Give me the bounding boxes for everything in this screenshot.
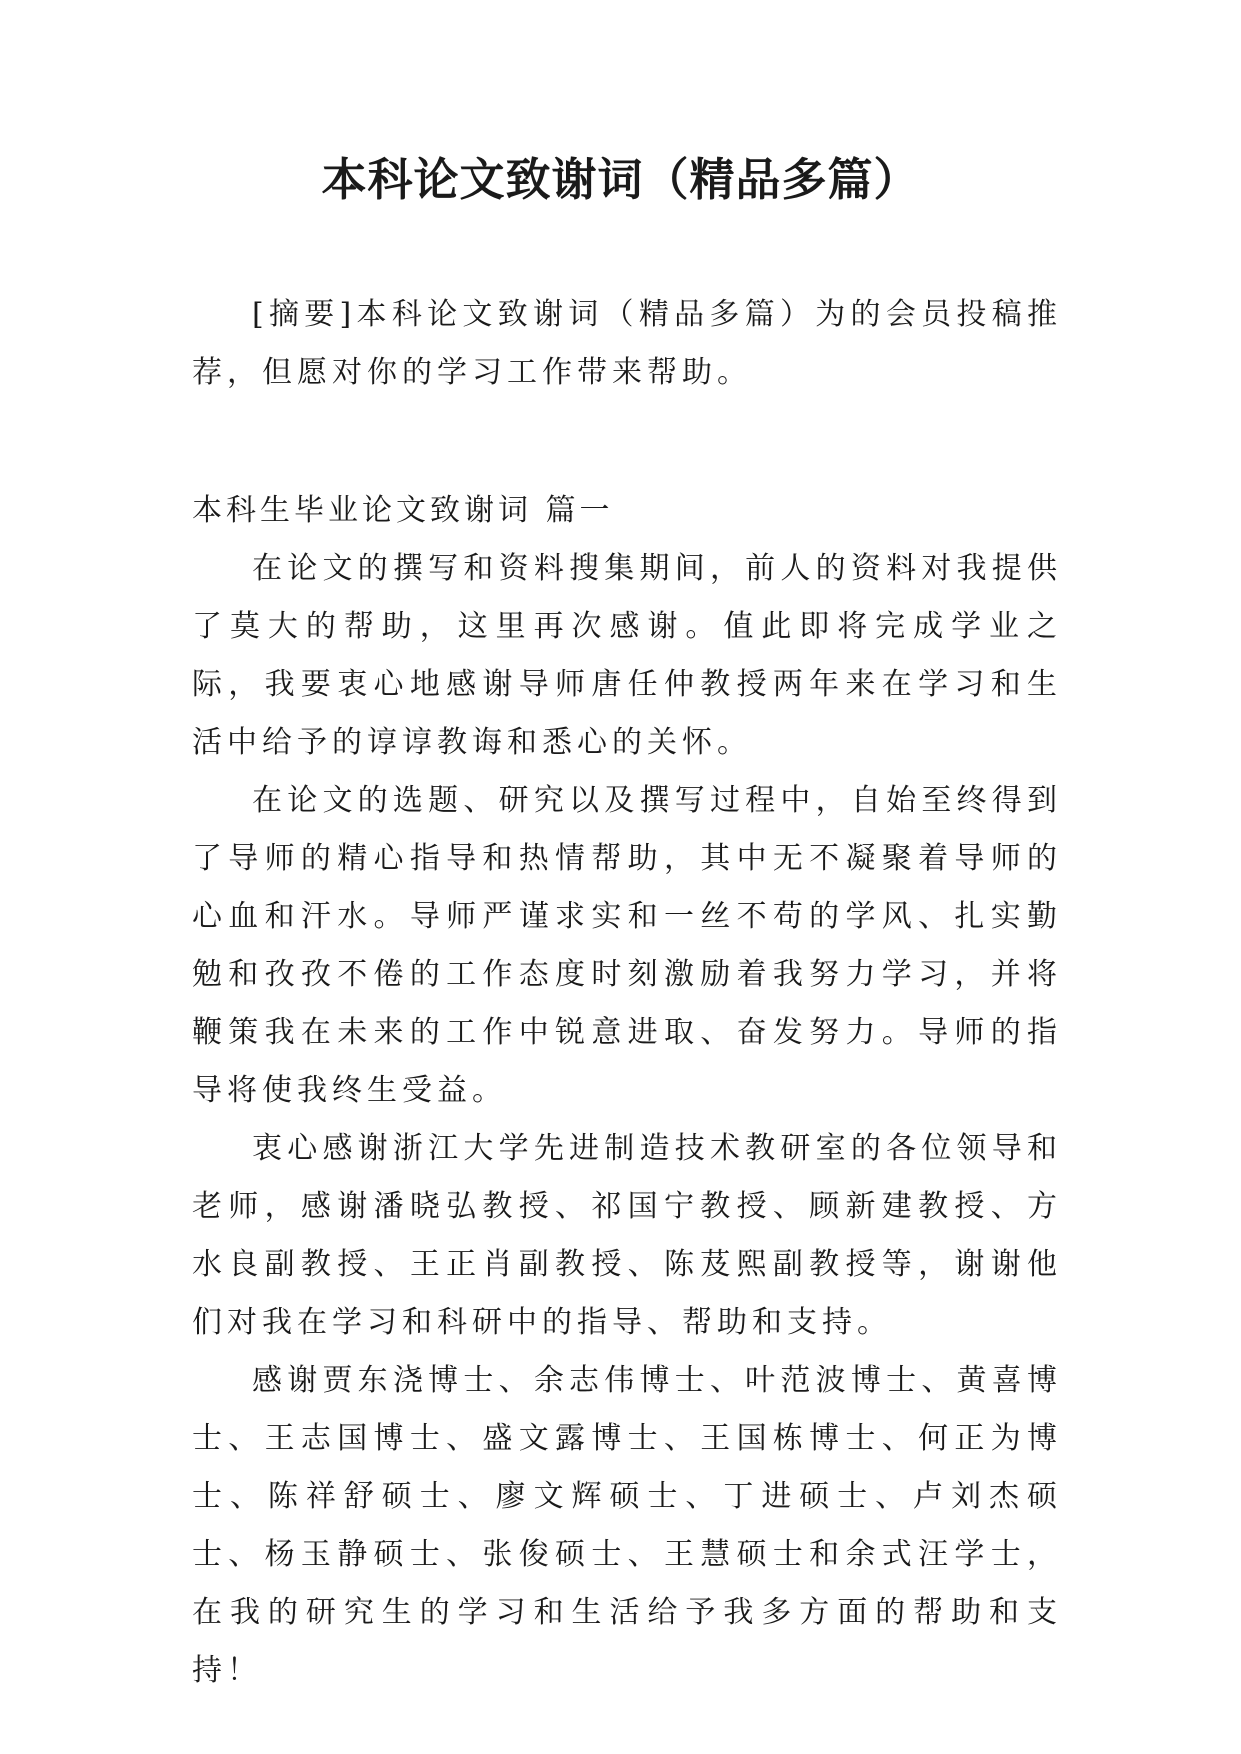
body-paragraph-1: 在论文的撰写和资料搜集期间，前人的资料对我提供了莫大的帮助，这里再次感谢。值此即将完成学业之际，我要衷心地感谢导师唐任仲教授两年来在学习和生活中给予的谆谆教诲和悉心的关怀。 [192, 551, 1062, 760]
body-paragraph-3: 衷心感谢浙江大学先进制造技术教研室的各位领导和老师，感谢潘晓弘教授、祁国宁教授、顾新建教授、方水良副教授、王正肖副教授、陈芨熙副教授等，谢谢他们对我在学习和科研中的指导、帮助和支持。 [192, 1131, 1062, 1340]
abstract-paragraph: [摘要]本科论文致谢词（精品多篇）为的会员投稿推荐，但愿对你的学习工作带来帮助。 [192, 297, 1062, 390]
document-title: 本科论文致谢词（精品多篇） [321, 153, 920, 206]
body-paragraph-4: 感谢贾东浇博士、余志伟博士、叶范波博士、黄喜博士、王志国博士、盛文露博士、王国栋博士、何正为博士、陈祥舒硕士、廖文辉硕士、丁进硕士、卢刘杰硕士、杨玉静硕士、张俊硕士、王慧硕士和余式汪学士，在我的研究生的学习和生活给予我多方面的帮助和支持！ [192, 1363, 1062, 1688]
body-paragraph-2: 在论文的选题、研究以及撰写过程中，自始至终得到了导师的精心指导和热情帮助，其中无不凝聚着导师的心血和汗水。导师严谨求实和一丝不苟的学风、扎实勤勉和孜孜不倦的工作态度时刻激励着我努力学习，并将鞭策我在未来的工作中锐意进取、奋发努力。导师的指导将使我终生受益。 [192, 783, 1062, 1108]
document-body [192, 286, 1062, 1700]
section-heading: 本科生毕业论文致谢词 篇一 [192, 493, 614, 528]
